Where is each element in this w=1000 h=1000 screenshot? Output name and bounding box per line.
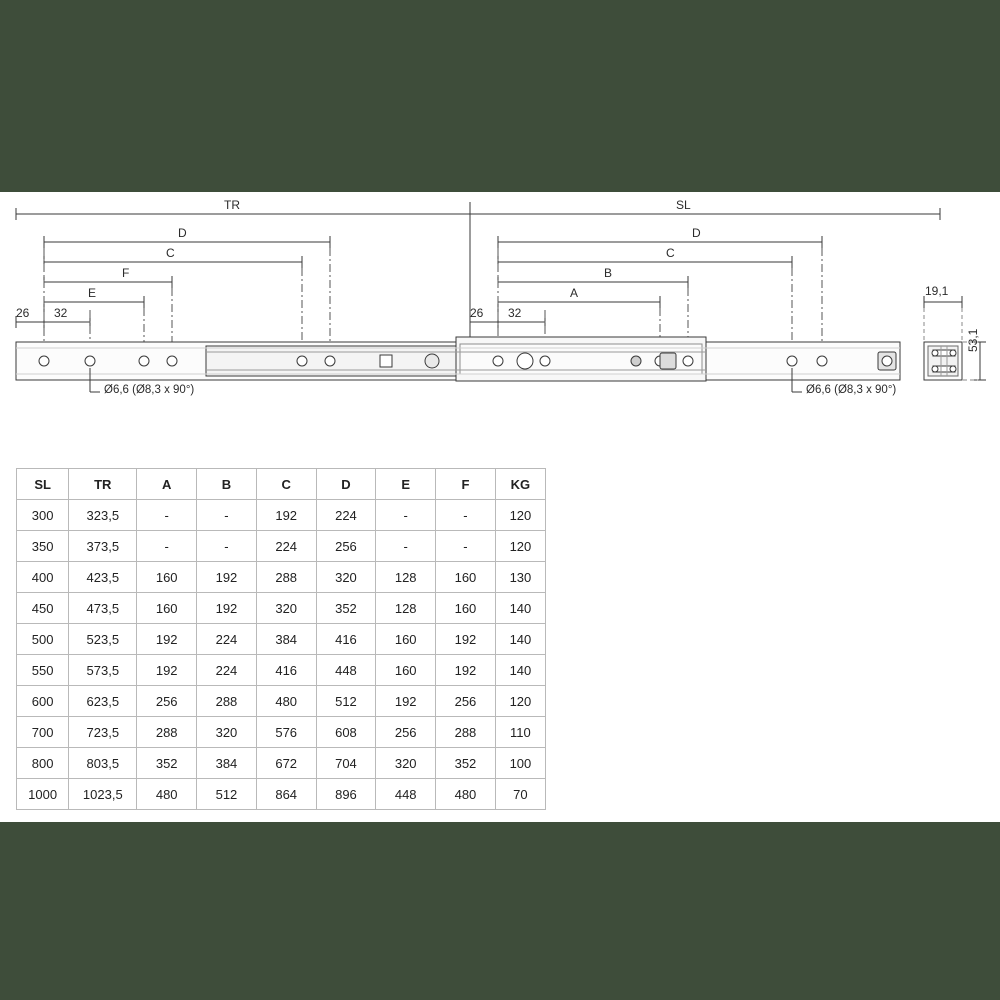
table-cell: 224: [256, 531, 316, 562]
spec-table: [16, 468, 546, 810]
table-cell: 192: [436, 624, 496, 655]
table-cell: 672: [256, 748, 316, 779]
table-cell: 352: [316, 593, 376, 624]
table-cell: -: [137, 500, 197, 531]
table-cell: -: [436, 500, 496, 531]
dim-label-right-26: 26: [470, 306, 484, 320]
table-row: [17, 717, 546, 748]
table-cell: 128: [376, 562, 436, 593]
table-cell: 384: [256, 624, 316, 655]
table-cell: 70: [495, 779, 545, 810]
spec-table-container: [16, 468, 546, 810]
table-cell: 224: [197, 655, 257, 686]
table-cell: 192: [137, 655, 197, 686]
col-header-c: C: [256, 469, 316, 500]
col-header-b: B: [197, 469, 257, 500]
col-header-a: A: [137, 469, 197, 500]
table-cell: -: [197, 500, 257, 531]
table-cell: 300: [17, 500, 69, 531]
table-cell: 608: [316, 717, 376, 748]
table-cell: 288: [137, 717, 197, 748]
table-cell: 723,5: [69, 717, 137, 748]
table-cell: 352: [436, 748, 496, 779]
col-header-d: D: [316, 469, 376, 500]
col-header-tr: TR: [69, 469, 137, 500]
hole-note-left: Ø6,6 (Ø8,3 x 90°): [104, 384, 195, 396]
table-cell: 352: [137, 748, 197, 779]
table-cell: 110: [495, 717, 545, 748]
table-cell: 224: [316, 500, 376, 531]
table-cell: 803,5: [69, 748, 137, 779]
table-cell: 896: [316, 779, 376, 810]
table-cell: 256: [376, 717, 436, 748]
technical-drawing: [0, 192, 1000, 442]
table-cell: 140: [495, 593, 545, 624]
dim-label-right-a: A: [570, 286, 579, 300]
table-cell: 320: [256, 593, 316, 624]
table-cell: 120: [495, 500, 545, 531]
table-cell: 256: [137, 686, 197, 717]
col-header-kg: KG: [495, 469, 545, 500]
table-cell: 224: [197, 624, 257, 655]
col-header-f: F: [436, 469, 496, 500]
table-cell: 128: [376, 593, 436, 624]
table-cell: 373,5: [69, 531, 137, 562]
dim-label-left-f: F: [122, 266, 130, 280]
table-cell: 864: [256, 779, 316, 810]
slide-rail-drawing-svg: [0, 192, 1000, 442]
spec-table-head: [17, 469, 546, 500]
table-cell: 800: [17, 748, 69, 779]
table-cell: 384: [197, 748, 257, 779]
col-header-e: E: [376, 469, 436, 500]
table-cell: 450: [17, 593, 69, 624]
table-cell: 192: [376, 686, 436, 717]
table-cell: 192: [436, 655, 496, 686]
section-width-label: 19,1: [925, 284, 949, 298]
dim-label-left-26: 26: [16, 306, 30, 320]
table-cell: 500: [17, 624, 69, 655]
table-cell: 700: [17, 717, 69, 748]
table-cell: -: [137, 531, 197, 562]
table-row: [17, 531, 546, 562]
table-cell: 550: [17, 655, 69, 686]
dim-label-left-32: 32: [54, 306, 68, 320]
table-cell: 140: [495, 655, 545, 686]
table-cell: 288: [436, 717, 496, 748]
table-cell: 480: [256, 686, 316, 717]
table-cell: 288: [256, 562, 316, 593]
table-cell: 320: [197, 717, 257, 748]
table-cell: 130: [495, 562, 545, 593]
dim-label-right-32: 32: [508, 306, 522, 320]
table-cell: 600: [17, 686, 69, 717]
table-header-row: [17, 469, 546, 500]
table-cell: 448: [376, 779, 436, 810]
table-cell: -: [197, 531, 257, 562]
table-cell: 320: [316, 562, 376, 593]
dim-label-right-b: B: [604, 266, 613, 280]
table-cell: 423,5: [69, 562, 137, 593]
table-cell: 160: [376, 655, 436, 686]
dim-label-tr: TR: [224, 198, 240, 212]
dim-label-left-d: D: [178, 226, 187, 240]
table-cell: 400: [17, 562, 69, 593]
table-row: [17, 779, 546, 810]
table-row: [17, 748, 546, 779]
dim-label-right-d: D: [692, 226, 701, 240]
table-cell: 320: [376, 748, 436, 779]
hole-note-right: Ø6,6 (Ø8,3 x 90°): [806, 384, 897, 396]
table-cell: -: [376, 500, 436, 531]
table-cell: 192: [137, 624, 197, 655]
table-cell: 256: [436, 686, 496, 717]
table-cell: 192: [256, 500, 316, 531]
table-cell: 512: [316, 686, 376, 717]
table-cell: 192: [197, 593, 257, 624]
table-cell: 160: [436, 593, 496, 624]
table-cell: 480: [137, 779, 197, 810]
table-cell: 160: [436, 562, 496, 593]
table-cell: 448: [316, 655, 376, 686]
dim-label-left-c: C: [166, 246, 175, 260]
dim-label-sl: SL: [676, 198, 691, 212]
spec-table-body: [17, 500, 546, 810]
dim-label-left-e: E: [88, 286, 97, 300]
table-row: [17, 500, 546, 531]
col-header-sl: SL: [17, 469, 69, 500]
table-cell: 1000: [17, 779, 69, 810]
table-cell: -: [436, 531, 496, 562]
table-row: [17, 686, 546, 717]
table-cell: 160: [137, 562, 197, 593]
table-cell: 480: [436, 779, 496, 810]
table-cell: 473,5: [69, 593, 137, 624]
table-cell: 704: [316, 748, 376, 779]
table-cell: 192: [197, 562, 257, 593]
table-cell: -: [376, 531, 436, 562]
table-cell: 256: [316, 531, 376, 562]
table-cell: 523,5: [69, 624, 137, 655]
table-cell: 1023,5: [69, 779, 137, 810]
table-cell: 160: [376, 624, 436, 655]
table-row: [17, 624, 546, 655]
table-row: [17, 562, 546, 593]
table-cell: 416: [316, 624, 376, 655]
table-cell: 416: [256, 655, 316, 686]
table-cell: 623,5: [69, 686, 137, 717]
dim-label-right-c: C: [666, 246, 675, 260]
section-height-label: 53,1: [966, 328, 980, 352]
table-cell: 288: [197, 686, 257, 717]
table-cell: 350: [17, 531, 69, 562]
table-cell: 323,5: [69, 500, 137, 531]
table-cell: 160: [137, 593, 197, 624]
table-cell: 120: [495, 686, 545, 717]
table-cell: 512: [197, 779, 257, 810]
table-row: [17, 655, 546, 686]
table-cell: 120: [495, 531, 545, 562]
table-cell: 576: [256, 717, 316, 748]
table-cell: 573,5: [69, 655, 137, 686]
table-cell: 100: [495, 748, 545, 779]
table-row: [17, 593, 546, 624]
table-cell: 140: [495, 624, 545, 655]
